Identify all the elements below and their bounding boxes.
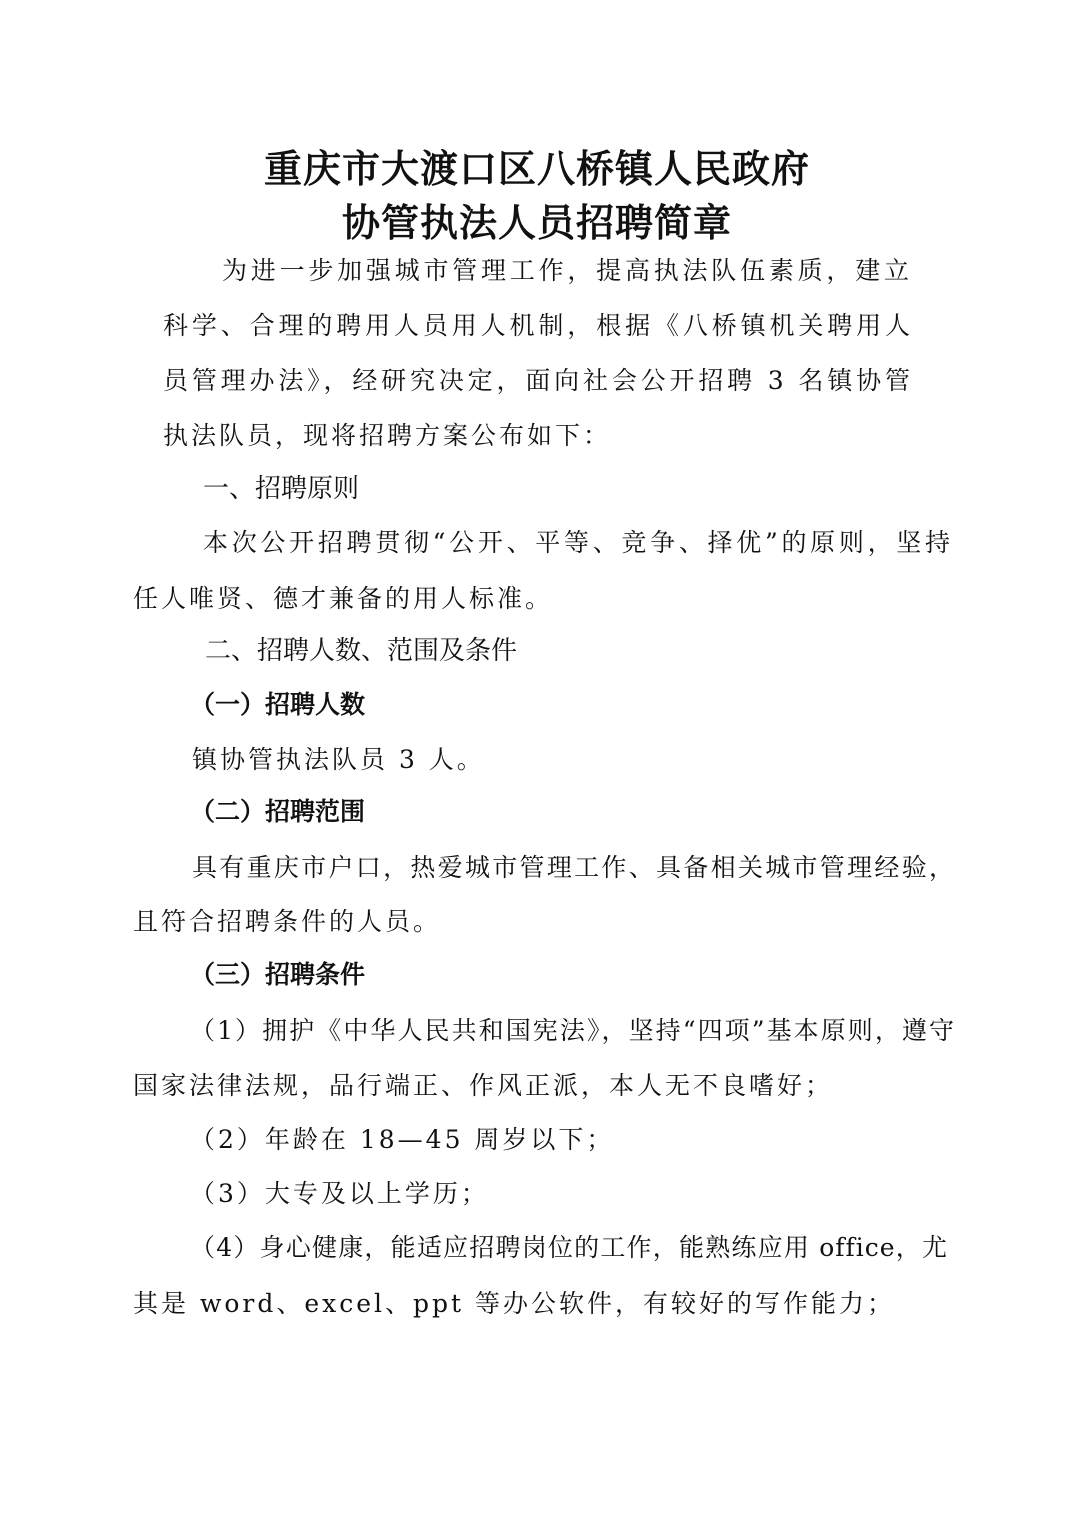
section2-heading: 二、招聘人数、范围及条件 [205, 636, 518, 666]
intro-line-1: 为进一步加强城市管理工作，提高执法队伍素质，建立 [222, 256, 912, 285]
sub3-line-3: （2）年龄在 18—45 周岁以下； [190, 1125, 615, 1154]
section1-heading: 一、招聘原则 [203, 474, 360, 504]
sub3-line-1: （1）拥护《中华人民共和国宪法》，坚持“四项”基本原则，遵守 [190, 1016, 955, 1045]
sub3-line-6: 其是 word、excel、ppt 等办公软件，有较好的写作能力； [133, 1289, 896, 1318]
section1-line-1: 本次公开招聘贯彻“公开、平等、竞争、择优”的原则，坚持 [203, 528, 953, 557]
section1-line-2: 任人唯贤、德才兼备的用人标准。 [133, 584, 554, 613]
intro-line-3: 员管理办法》，经研究决定，面向社会公开招聘 3 名镇协管 [163, 366, 913, 395]
sub3-heading: （三）招聘条件 [190, 960, 366, 989]
sub3-line-4: （3）大专及以上学历； [190, 1179, 489, 1208]
sub2-line-2: 且符合招聘条件的人员。 [133, 907, 442, 936]
sub1-line-1: 镇协管执法队员 3 人。 [192, 745, 485, 774]
document-title-line2: 协管执法人员招聘简章 [341, 200, 732, 245]
intro-line-2: 科学、合理的聘用人员用人机制，根据《八桥镇机关聘用人 [163, 311, 913, 340]
sub1-heading: （一）招聘人数 [190, 690, 366, 719]
intro-line-4: 执法队员，现将招聘方案公布如下： [163, 421, 612, 450]
sub3-line-5: （4）身心健康，能适应招聘岗位的工作，能熟练应用 office，尤 [190, 1233, 948, 1262]
sub2-heading: （二）招聘范围 [190, 797, 366, 826]
sub2-line-1: 具有重庆市户口，热爱城市管理工作、具备相关城市管理经验， [192, 853, 955, 882]
sub3-line-2: 国家法律法规，品行端正、作风正派，本人无不良嗜好； [133, 1071, 834, 1100]
document-title-line1: 重庆市大渡口区八桥镇人民政府 [263, 146, 810, 191]
